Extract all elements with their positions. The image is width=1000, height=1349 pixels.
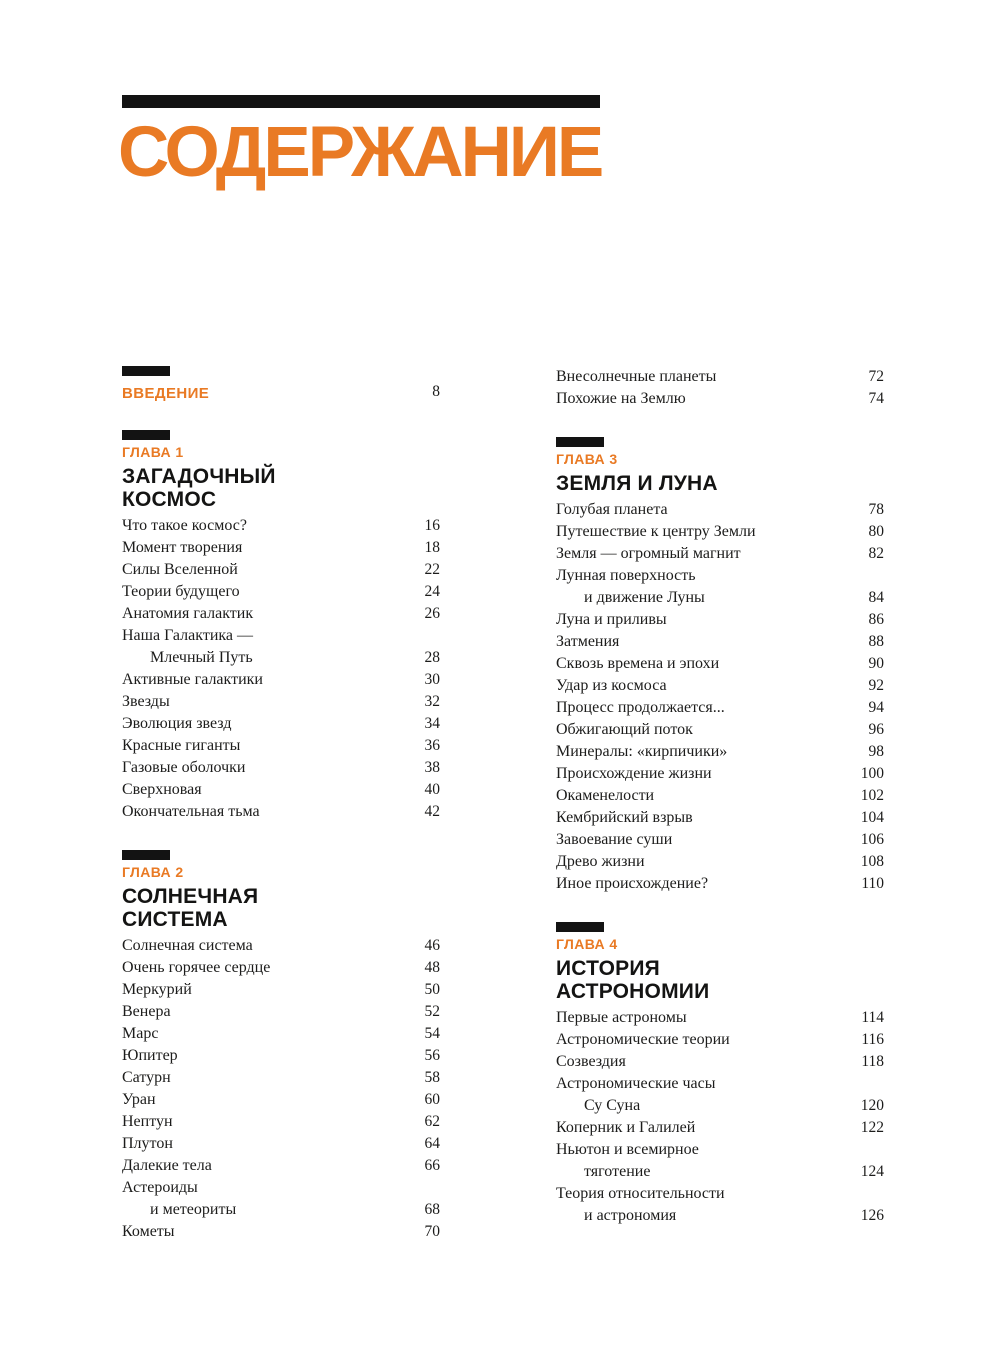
entry-title <box>556 873 851 895</box>
entry-title-line: Голубая планета <box>556 501 668 518</box>
page-number: 124 <box>860 1163 884 1180</box>
toc-entry <box>122 1045 440 1067</box>
entry-title-line: Кембрийский взрыв <box>556 809 693 826</box>
entry-title <box>122 979 415 1001</box>
page-number: 98 <box>868 743 884 760</box>
entry-title-line: Венера <box>122 1003 171 1020</box>
page-number: 78 <box>868 501 884 518</box>
entry-title <box>122 1133 415 1155</box>
chapter-label: ГЛАВА 1 <box>122 444 184 460</box>
toc-entry <box>556 763 884 785</box>
page-number: 62 <box>424 1113 440 1130</box>
entry-title <box>122 957 415 979</box>
page-number: 28 <box>424 649 440 666</box>
entry-title <box>556 741 859 763</box>
entry-title <box>556 807 851 829</box>
entry-title <box>556 653 859 675</box>
entry-title-line: Первые астрономы <box>556 1009 687 1026</box>
entry-title-line: Завоевание суши <box>556 831 673 848</box>
toc-entry <box>122 757 440 779</box>
page-title: СОДЕРЖАНИЕ <box>118 113 602 192</box>
entry-title-line: Уран <box>122 1091 156 1108</box>
page-number: 60 <box>424 1091 440 1108</box>
page-number: 52 <box>424 1003 440 1020</box>
chapter-label: ГЛАВА 2 <box>122 864 184 880</box>
toc-entry <box>122 735 440 757</box>
toc-entry <box>556 1117 884 1139</box>
toc-entry <box>122 935 440 957</box>
toc-entry <box>122 979 440 1001</box>
toc-column-2 <box>556 366 884 1227</box>
chapter-title-line: ИСТОРИЯ <box>556 957 660 980</box>
toc-entry <box>122 1177 440 1221</box>
entry-title-line: Газовые оболочки <box>122 759 246 776</box>
toc-entry <box>122 625 440 669</box>
chapter-title-line: ЗАГАДОЧНЫЙ <box>122 465 276 488</box>
page-number: 82 <box>868 545 884 562</box>
entry-title-line: Звезды <box>122 693 170 710</box>
entry-title <box>556 1029 851 1051</box>
entry-title <box>122 625 415 669</box>
page-number: 46 <box>424 937 440 954</box>
page-number: 108 <box>860 853 884 870</box>
chapter-title <box>556 957 884 1003</box>
toc-entry <box>556 1007 884 1029</box>
chapter-label: ГЛАВА 4 <box>556 936 618 952</box>
page-number: 104 <box>860 809 884 826</box>
page-number: 114 <box>861 1009 884 1026</box>
entry-title-line: Активные галактики <box>122 671 263 688</box>
entry-title-line: Силы Вселенной <box>122 561 238 578</box>
entry-title <box>122 669 415 691</box>
section-rule <box>122 366 170 376</box>
toc-entry <box>556 697 884 719</box>
entry-title-line: Коперник и Галилей <box>556 1119 696 1136</box>
entry-title-line: Сквозь времена и эпохи <box>556 655 720 672</box>
entry-title <box>122 1067 415 1089</box>
toc-entry <box>556 543 884 565</box>
page-number: 68 <box>424 1201 440 1218</box>
entry-list <box>556 366 884 410</box>
entry-title-line: Нептун <box>122 1113 173 1130</box>
toc-entry <box>122 1155 440 1177</box>
entry-title-line: Сверхновая <box>122 781 202 798</box>
toc-entry <box>556 785 884 807</box>
entry-title-line: Плутон <box>122 1135 173 1152</box>
entry-title-line: Обжигающий поток <box>556 721 693 738</box>
entry-title <box>122 515 415 537</box>
entries-block <box>556 366 884 410</box>
toc-entry <box>556 851 884 873</box>
toc-entry <box>556 719 884 741</box>
page-number: 106 <box>860 831 884 848</box>
entry-list <box>122 515 440 823</box>
toc-entry <box>122 801 440 823</box>
page-number: 38 <box>424 759 440 776</box>
toc-entry <box>122 713 440 735</box>
entry-title-line: Похожие на Землю <box>556 390 686 407</box>
chapter-title-line: АСТРОНОМИИ <box>556 980 710 1003</box>
page-number: 94 <box>868 699 884 716</box>
page-number: 42 <box>424 803 440 820</box>
entry-title-line: Теория относительности <box>556 1185 725 1202</box>
entry-title-line: Красные гиганты <box>122 737 241 754</box>
entry-title <box>122 691 415 713</box>
page-number: 90 <box>868 655 884 672</box>
entry-title <box>556 388 859 410</box>
page-number: 30 <box>424 671 440 688</box>
page-number: 24 <box>424 583 440 600</box>
entry-title <box>122 1155 415 1177</box>
entry-title-line: Наша Галактика — <box>122 627 254 644</box>
entry-title <box>556 1073 851 1117</box>
page-number: 116 <box>861 1031 884 1048</box>
toc-entry <box>556 388 884 410</box>
entry-list <box>556 1007 884 1227</box>
entry-title-line: Кометы <box>122 1223 175 1240</box>
entry-title-line: Ньютон и всемирное <box>556 1141 699 1158</box>
entry-title <box>122 757 415 779</box>
entry-title-line: Очень горячее сердце <box>122 959 271 976</box>
entry-title <box>556 719 859 741</box>
page-number: 100 <box>860 765 884 782</box>
toc-entry <box>556 807 884 829</box>
page-number: 26 <box>424 605 440 622</box>
chapter-block <box>556 922 884 1227</box>
entry-title <box>122 1001 415 1023</box>
page-number: 118 <box>861 1053 884 1070</box>
chapter-title-line: СОЛНЕЧНАЯ <box>122 885 259 908</box>
entry-title-line: Астероиды <box>122 1179 198 1196</box>
entry-title <box>122 779 415 801</box>
entry-title <box>556 366 859 388</box>
entry-title-line: Сатурн <box>122 1069 171 1086</box>
chapter-block <box>122 850 440 1243</box>
page-number: 56 <box>424 1047 440 1064</box>
entry-title <box>556 1139 851 1183</box>
entry-title-line: Юпитер <box>122 1047 178 1064</box>
toc-entry <box>556 1139 884 1183</box>
entry-title-line: Анатомия галактик <box>122 605 254 622</box>
toc-entry <box>122 1023 440 1045</box>
toc-entry <box>122 537 440 559</box>
entry-title-line: Момент творения <box>122 539 243 556</box>
page-number: 40 <box>424 781 440 798</box>
toc-entry <box>556 1183 884 1227</box>
page-number: 50 <box>424 981 440 998</box>
entry-title <box>122 801 415 823</box>
toc-entry <box>556 366 884 388</box>
entry-title <box>556 851 851 873</box>
page-number: 16 <box>424 517 440 534</box>
chapter-block <box>556 437 884 895</box>
entry-title-line: Минералы: «кирпичики» <box>556 743 728 760</box>
page-number: 58 <box>424 1069 440 1086</box>
page-number: 96 <box>868 721 884 738</box>
toc-entry <box>122 581 440 603</box>
entry-title <box>122 935 415 957</box>
chapter-label: ГЛАВА 3 <box>556 451 618 467</box>
page-number: 22 <box>424 561 440 578</box>
chapter-title <box>122 465 440 511</box>
entry-title <box>556 543 859 565</box>
intro-label: ВВЕДЕНИЕ <box>122 385 210 402</box>
entry-title <box>122 581 415 603</box>
entry-title <box>556 1051 851 1073</box>
entry-title-line: Су Суна <box>584 1097 641 1114</box>
page-number: 72 <box>868 368 884 385</box>
page-number: 32 <box>424 693 440 710</box>
entry-title-line: Лунная поверхность <box>556 567 696 584</box>
entry-title-line: Иное происхождение? <box>556 875 709 892</box>
chapter-title <box>122 885 440 931</box>
toc-entry <box>122 1067 440 1089</box>
entry-title <box>122 1111 415 1133</box>
chapter-block <box>122 430 440 823</box>
chapter-title <box>556 472 884 495</box>
toc-entry <box>556 631 884 653</box>
page-number: 84 <box>868 589 884 606</box>
entry-title-line: Путешествие к центру Земли <box>556 523 756 540</box>
entry-title-line: Марс <box>122 1025 159 1042</box>
toc-entry <box>122 669 440 691</box>
toc-entry <box>122 515 440 537</box>
toc-entry <box>122 691 440 713</box>
entry-title-line: Солнечная система <box>122 937 253 954</box>
page-number: 64 <box>424 1135 440 1152</box>
chapter-rule <box>122 850 170 860</box>
toc-entry <box>556 873 884 895</box>
page-number: 66 <box>424 1157 440 1174</box>
entry-title-line: и движение Луны <box>584 589 705 606</box>
entry-title-line: Внесолнечные планеты <box>556 368 717 385</box>
entry-title-line: Теории будущего <box>122 583 240 600</box>
chapter-rule <box>556 922 604 932</box>
entry-title <box>122 537 415 559</box>
toc-entry <box>556 1073 884 1117</box>
entry-title <box>122 559 415 581</box>
entry-title <box>556 1007 851 1029</box>
toc-entry <box>122 559 440 581</box>
entry-title-line: Астрономические теории <box>556 1031 730 1048</box>
page-number: 80 <box>868 523 884 540</box>
entry-title <box>556 829 851 851</box>
entry-title-line: Затмения <box>556 633 620 650</box>
entry-title-line: Древо жизни <box>556 853 645 870</box>
entry-title-line: Происхождение жизни <box>556 765 712 782</box>
toc-column-1 <box>122 366 440 1243</box>
entry-title <box>556 763 851 785</box>
toc-entry <box>556 829 884 851</box>
toc-entry <box>556 499 884 521</box>
chapter-title-line: СИСТЕМА <box>122 908 228 931</box>
toc-entry <box>556 609 884 631</box>
title-rule <box>122 95 600 108</box>
page-number: 122 <box>860 1119 884 1136</box>
entry-title-line: Млечный Путь <box>150 649 253 666</box>
entry-title <box>122 603 415 625</box>
entry-title <box>556 499 859 521</box>
page-number: 120 <box>860 1097 884 1114</box>
toc-entry <box>556 741 884 763</box>
entry-title-line: Астрономические часы <box>556 1075 716 1092</box>
entry-title-line: Что такое космос? <box>122 517 247 534</box>
toc-columns <box>122 366 884 1243</box>
chapter-rule <box>556 437 604 447</box>
page-number: 48 <box>424 959 440 976</box>
entry-list <box>122 935 440 1243</box>
entry-title <box>556 1117 851 1139</box>
entry-title-line: Процесс продолжается... <box>556 699 725 716</box>
page-number: 86 <box>868 611 884 628</box>
toc-entry <box>556 1051 884 1073</box>
toc-entry <box>556 1029 884 1051</box>
entry-title-line: и метеориты <box>150 1201 237 1218</box>
entry-title <box>122 735 415 757</box>
toc-entry <box>122 1111 440 1133</box>
entry-title <box>122 1089 415 1111</box>
entry-title <box>556 697 859 719</box>
entry-title-line: Удар из космоса <box>556 677 667 694</box>
entry-title-line: тяготение <box>584 1163 651 1180</box>
page-number: 102 <box>860 787 884 804</box>
entry-title-line: и астрономия <box>584 1207 677 1224</box>
entry-title <box>122 1045 415 1067</box>
page-number: 110 <box>861 875 884 892</box>
entry-title-line: Луна и приливы <box>556 611 667 628</box>
toc-entry <box>122 1001 440 1023</box>
toc-entry <box>122 1221 440 1243</box>
toc-entry <box>122 779 440 801</box>
toc-entry <box>556 675 884 697</box>
page-number: 34 <box>424 715 440 732</box>
page-number: 36 <box>424 737 440 754</box>
page-number: 18 <box>424 539 440 556</box>
page-number: 54 <box>424 1025 440 1042</box>
page-number: 70 <box>424 1223 440 1240</box>
intro-block <box>122 366 440 403</box>
entry-title-line: Созвездия <box>556 1053 626 1070</box>
entry-title <box>122 1221 415 1243</box>
page-number: 74 <box>868 390 884 407</box>
entry-title <box>556 565 859 609</box>
toc-entry <box>556 653 884 675</box>
toc-entry <box>122 1133 440 1155</box>
entry-title-line: Окончательная тьма <box>122 803 260 820</box>
chapter-title-line: КОСМОС <box>122 488 217 511</box>
entry-title <box>122 1177 415 1221</box>
page-number: 92 <box>868 677 884 694</box>
toc-entry <box>556 565 884 609</box>
entry-list <box>556 499 884 895</box>
entry-title <box>122 713 415 735</box>
entry-title-line: Далекие тела <box>122 1157 212 1174</box>
entry-title <box>122 1023 415 1045</box>
intro-row <box>122 381 440 403</box>
entry-title <box>556 609 859 631</box>
entry-title <box>556 1183 851 1227</box>
toc-entry <box>122 957 440 979</box>
toc-entry <box>556 521 884 543</box>
entry-title <box>556 785 851 807</box>
toc-entry <box>122 1089 440 1111</box>
page-number: 8 <box>432 383 440 400</box>
entry-title-line: Меркурий <box>122 981 192 998</box>
masthead <box>118 95 762 192</box>
entry-title <box>556 675 859 697</box>
entry-title-line: Окаменелости <box>556 787 655 804</box>
entry-title <box>556 521 859 543</box>
entry-title-line: Эволюция звезд <box>122 715 232 732</box>
page-number: 126 <box>860 1207 884 1224</box>
entry-title <box>556 631 859 653</box>
page-number: 88 <box>868 633 884 650</box>
toc-entry <box>122 603 440 625</box>
chapter-title-line: ЗЕМЛЯ И ЛУНА <box>556 472 718 495</box>
chapter-rule <box>122 430 170 440</box>
entry-title-line: Земля — огромный магнит <box>556 545 741 562</box>
